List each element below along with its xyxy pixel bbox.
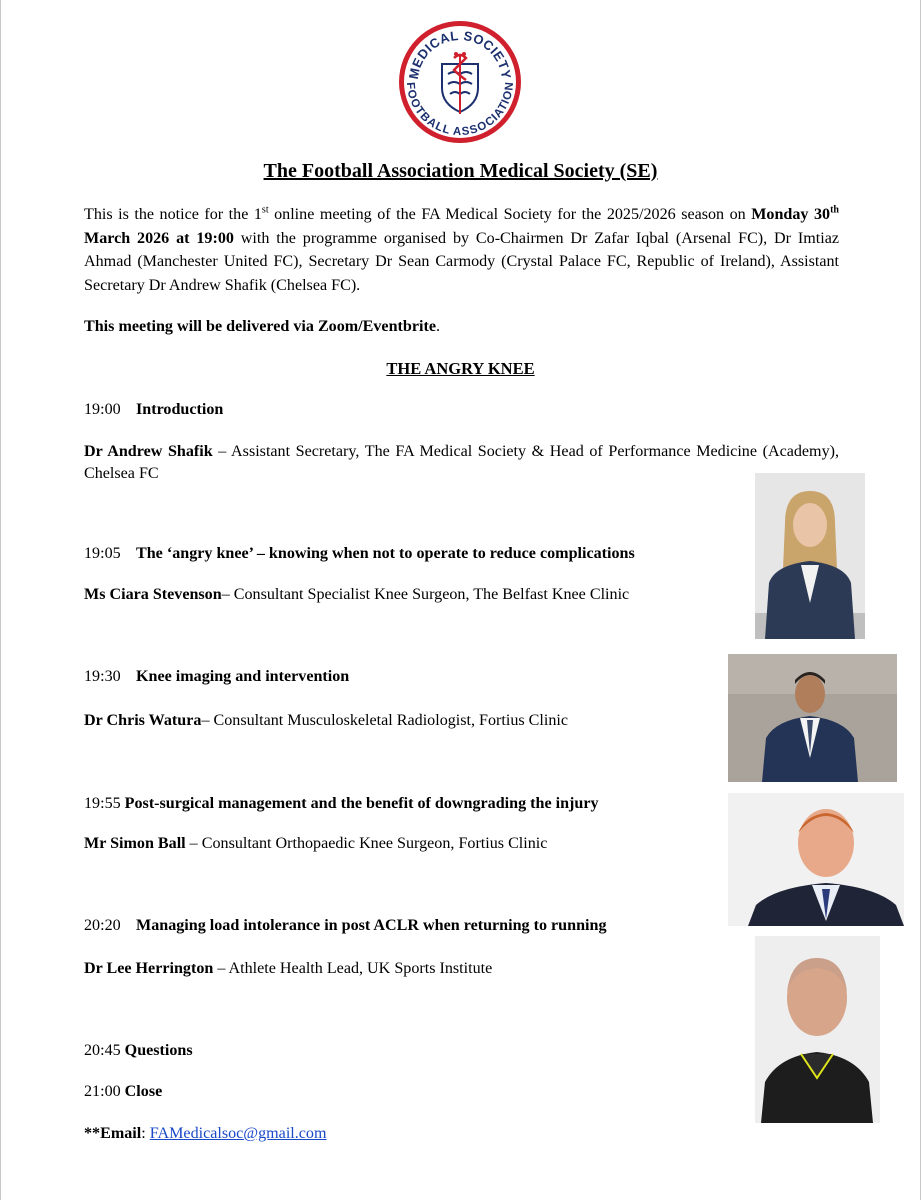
- item-time: 20:20: [84, 917, 121, 934]
- item-topic: Managing load intolerance in post ACLR when returning to running: [136, 917, 607, 934]
- item-time: 19:00: [84, 401, 121, 418]
- speaker-role: – Consultant Musculoskeletal Radiologist, Fortius Clinic: [201, 712, 569, 729]
- speaker-photo-lee-herrington: [755, 936, 880, 1123]
- programme-item: [84, 399, 223, 421]
- logo-text-bottom: FOOTBALL ASSOCIATION: [403, 81, 517, 139]
- speaker-line: [84, 833, 547, 855]
- item-topic: Questions: [124, 1042, 193, 1059]
- email-line: [84, 1123, 327, 1145]
- speaker-line: [84, 710, 568, 732]
- programme-item: [84, 793, 599, 815]
- item-topic: Post-surgical management and the benefit of downgrading the injury: [124, 795, 599, 812]
- item-topic: Close: [124, 1083, 163, 1100]
- email-separator: :: [141, 1125, 150, 1142]
- speaker-role: – Consultant Orthopaedic Knee Surgeon, Fortius Clinic: [185, 835, 548, 852]
- speaker-photo-simon-ball: [728, 793, 904, 926]
- email-link[interactable]: FAMedicalsoc@gmail.com: [149, 1125, 327, 1142]
- speaker-line: [84, 441, 839, 485]
- item-topic: Introduction: [136, 401, 224, 418]
- programme-item: [84, 666, 349, 688]
- item-time: 19:05: [84, 545, 121, 562]
- meeting-notice: This is the notice for the 1st online meeting of the FA Medical Society for the 2025/2026 season on Monday 30th March 2026 at 19:00 with the programme organised by Co-Chairmen Dr Zafar Iqbal (Arsenal FC), Dr Imtiaz Ahmad (Manchester United FC), Secretary Dr Sean Carmody (Crystal Palace FC, Republic of Ireland), Assistant Secretary Dr Andrew Shafik (Chelsea FC).: [84, 204, 839, 294]
- item-time: 20:45: [84, 1042, 121, 1059]
- speaker-line: [84, 958, 492, 980]
- speaker-photo-chris-watura: [728, 654, 897, 782]
- speaker-name: Dr Andrew Shafik: [84, 443, 213, 460]
- item-time: 19:55: [84, 795, 121, 812]
- speaker-line: [84, 584, 629, 606]
- session-title: THE ANGRY KNEE: [386, 359, 535, 378]
- item-topic: The ‘angry knee’ – knowing when not to operate to reduce complications: [136, 545, 635, 562]
- delivery-note: This meeting will be delivered via Zoom/Eventbrite.: [84, 318, 440, 335]
- programme-item: [84, 915, 607, 937]
- logo-text-top: MEDICAL SOCIETY: [405, 27, 515, 81]
- speaker-role: – Assistant Secretary, The FA Medical Society & Head of Performance Medicine (Academy), Chelsea FC: [84, 443, 839, 482]
- speaker-name: Dr Lee Herrington: [84, 960, 214, 977]
- item-time: 19:30: [84, 668, 121, 685]
- speaker-photo-ciara-stevenson: [755, 473, 865, 639]
- programme-item: [84, 1040, 193, 1062]
- speaker-role: – Athlete Health Lead, UK Sports Institute: [213, 960, 493, 977]
- fa-medical-society-logo: [396, 18, 524, 146]
- programme-item: [84, 543, 635, 565]
- programme-item: [84, 1081, 162, 1103]
- email-label: **Email: [84, 1125, 142, 1142]
- speaker-role: – Consultant Specialist Knee Surgeon, The Belfast Knee Clinic: [221, 586, 630, 603]
- item-time: 21:00: [84, 1083, 121, 1100]
- speaker-name: Mr Simon Ball: [84, 835, 186, 852]
- page-title: The Football Association Medical Society (SE): [263, 160, 658, 182]
- speaker-name: Dr Chris Watura: [84, 712, 202, 729]
- item-topic: Knee imaging and intervention: [136, 668, 350, 685]
- speaker-name: Ms Ciara Stevenson: [84, 586, 222, 603]
